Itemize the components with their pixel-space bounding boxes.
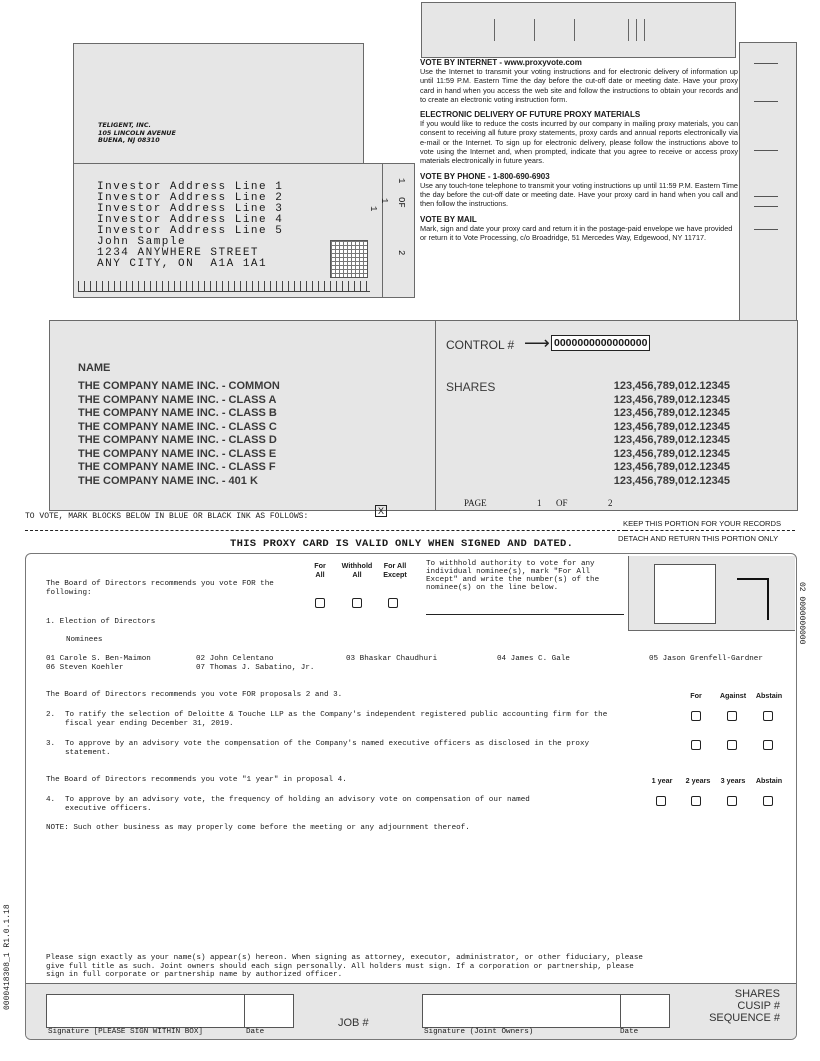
except-write-line — [426, 614, 624, 615]
address-line: Investor Address Line 5 — [97, 225, 284, 237]
account-box — [49, 320, 798, 511]
nominee-04: 04 James C. Gale — [497, 655, 570, 663]
barcode-bar — [644, 19, 645, 41]
keep-portion: KEEP THIS PORTION FOR YOUR RECORDS — [623, 519, 782, 528]
strip-tick — [754, 63, 778, 64]
sign-instruction: Please sign exactly as your name(s) appear(s) hereon. When signing as attorney, executor, administrator, or other fiduciary, please give full title as such. Joint owners should each sign personally. All holders must sign. If a corporation or partnership, please sign in full corporate or partnership name by authorized officer. — [46, 954, 643, 979]
address-line: Investor Address Line 3 — [97, 203, 284, 215]
share-value: 123,456,789,012.12345 — [613, 393, 730, 406]
postal-ruler — [78, 281, 370, 292]
return-address — [98, 122, 176, 145]
company-names — [78, 380, 280, 488]
mark-example: X — [377, 506, 384, 516]
nominee-03: 03 Bhaskar Chaudhuri — [346, 655, 438, 663]
detach-portion: DETACH AND RETURN THIS PORTION ONLY — [618, 534, 779, 543]
address-line: 1234 ANYWHERE STREET — [97, 247, 260, 259]
page-number: 1 — [537, 498, 542, 508]
address-line: Investor Address Line 1 — [97, 181, 284, 193]
nominee-07: 07 Thomas J. Sabatino, Jr. — [196, 664, 315, 672]
item-4-text: To approve by an advisory vote, the frequency of holding an advisory vote on compensation of our named executive officers. — [65, 796, 530, 813]
board-recommendation-1: The Board of Directors recommends you vote FOR the following: — [46, 580, 274, 597]
item-3-number: 3. — [46, 740, 56, 748]
barcode-bar — [574, 19, 575, 41]
footer-codes — [676, 988, 780, 1024]
mark-instruction: TO VOTE, MARK BLOCKS BELOW IN BLUE OR BLACK INK AS FOLLOWS: — [25, 512, 309, 521]
account-divider — [435, 321, 436, 510]
item-4-abstain-checkbox[interactable] — [763, 796, 773, 806]
barcode-bar — [628, 19, 629, 41]
item-2-abstain-checkbox[interactable] — [763, 711, 773, 721]
header-for: For — [690, 691, 702, 700]
corner-white-box — [654, 564, 716, 624]
side-code-right: 02 0000000000 — [797, 582, 806, 645]
date-joint-box[interactable] — [620, 994, 670, 1028]
share-value: 123,456,789,012.12345 — [613, 447, 730, 460]
form-code-left: 0000418308_1 R1.0.1.18 — [3, 904, 12, 1010]
side-page-of: OF — [396, 197, 406, 208]
vote-phone-body: Use any touch-tone telephone to transmit your voting instructions up until 11:59 P.M. Eastern Time the day before the cut-off date or meeting date. Have your proxy card in hand when you call and then follow the instructions. — [420, 180, 738, 209]
company-name: THE COMPANY NAME INC. - CLASS B — [78, 407, 277, 419]
arrow-icon: ⟶ — [524, 333, 550, 353]
board-recommendation-3: The Board of Directors recommends you vote "1 year" in proposal 4. — [46, 776, 347, 784]
barcode-bar — [494, 19, 495, 41]
ballot-corner-panel — [628, 556, 795, 631]
item-1-election: 1. Election of Directors — [46, 618, 156, 626]
electronic-delivery-body: If you would like to reduce the costs incurred by our company in mailing proxy materials, you can consent to receiving all future proxy statements, proxy cards and annual reports electronically via e-mail or the Internet. To sign up for electronic delivery, please follow the instructions above to vote using the Internet and, when prompted, indicate that you agree to receive or access proxy materials electronically in future years. — [420, 119, 738, 166]
withhold-instruction: To withhold authority to vote for any individual nominee(s), mark "For All Except" and write the number(s) of the nominee(s) on the line below. — [426, 560, 600, 592]
barcode-bar — [636, 19, 637, 41]
2d-barcode — [330, 240, 368, 278]
item-4-number: 4. — [46, 796, 56, 804]
company-name: THE COMPANY NAME INC. - 401 K — [78, 474, 258, 487]
share-value: 123,456,789,012.12345 — [613, 461, 730, 473]
strip-tick — [754, 206, 778, 207]
signature-joint-box[interactable] — [422, 994, 622, 1028]
header-against: Against — [719, 691, 747, 700]
share-values — [570, 380, 730, 488]
company-name: THE COMPANY NAME INC. - CLASS F — [78, 461, 276, 473]
vote-mail-heading: VOTE BY MAIL — [420, 214, 477, 224]
company-name: THE COMPANY NAME INC. - CLASS A — [78, 393, 277, 406]
footer-sequence: SEQUENCE # — [709, 1012, 780, 1024]
return-address-line: 105 LINCOLN AVENUE — [98, 128, 176, 137]
address-line: ANY CITY, ON A1A 1A1 — [97, 258, 268, 270]
detach-line-right — [625, 530, 795, 531]
item-3-for-checkbox[interactable] — [691, 740, 701, 750]
job-label: JOB # — [338, 1017, 369, 1029]
side-page-one: 1 — [368, 206, 378, 212]
signature-label: Signature [PLEASE SIGN WITHIN BOX] — [48, 1028, 203, 1036]
header-abstain-4: Abstain — [755, 776, 783, 785]
board-recommendation-2: The Board of Directors recommends you vote FOR proposals 2 and 3. — [46, 691, 343, 699]
item-3-text: To approve by an advisory vote the compensation of the Company's named executive officers as disclosed in the proxy statement. — [65, 740, 590, 757]
vote-phone-heading: VOTE BY PHONE - 1-800-690-6903 — [420, 171, 550, 181]
investor-address-box — [73, 163, 415, 298]
return-address-line: TELIGENT, INC. — [98, 121, 151, 129]
voting-instructions — [420, 58, 738, 248]
item-2-number: 2. — [46, 711, 56, 719]
signature-band — [26, 983, 796, 1040]
strip-tick — [754, 150, 778, 151]
signature-box[interactable] — [46, 994, 246, 1028]
footer-shares: SHARES — [734, 988, 780, 1000]
nominee-06: 06 Steven Koehler — [46, 664, 124, 672]
date-label: Date — [246, 1028, 265, 1036]
nominee-01: 01 Carole S. Ben-Maimon — [46, 655, 151, 663]
mark-example-box — [375, 505, 387, 517]
vote-internet-heading: VOTE BY INTERNET - www.proxyvote.com — [420, 58, 582, 67]
strip-tick — [754, 196, 778, 197]
company-name: THE COMPANY NAME INC. - COMMON — [78, 380, 280, 392]
item-2-against-checkbox[interactable] — [727, 711, 737, 721]
date-box[interactable] — [244, 994, 294, 1028]
nominees-label: Nominees — [66, 636, 103, 644]
page-total: 2 — [608, 498, 613, 508]
company-name: THE COMPANY NAME INC. - CLASS E — [78, 447, 277, 460]
for-all-checkbox[interactable] — [315, 598, 325, 608]
side-page-total: 2 — [396, 250, 406, 256]
strip-tick — [754, 229, 778, 230]
note-other-business: NOTE: Such other business as may properly come before the meeting or any adjournment thereof. — [46, 824, 470, 832]
signature-joint-label: Signature (Joint Owners) — [424, 1028, 534, 1036]
header-1-year: 1 year — [651, 776, 673, 785]
envelope-window — [73, 43, 364, 165]
page-of: OF — [556, 498, 568, 508]
return-address-line: BUENA, NJ 08310 — [98, 136, 160, 144]
nominee-02: 02 John Celentano — [196, 655, 274, 663]
company-name: THE COMPANY NAME INC. - CLASS D — [78, 434, 277, 446]
item-2-text: To ratify the selection of Deloitte & Touche LLP as the Company's independent registered public accounting firm for the fiscal year ending December 31, 2019. — [65, 711, 608, 728]
side-page-one-b: 1 — [379, 198, 389, 204]
side-page-number: 1 — [396, 178, 406, 184]
vote-internet-body: Use the Internet to transmit your voting instructions and for electronic delivery of information up until 11:59 P.M. Eastern Time the day before the cut-off date or meeting date. Have your proxy card in hand when you access the web site and follow the instructions to obtain your records and to create an electronic voting instruction form. — [420, 67, 738, 104]
date-joint-label: Date — [620, 1028, 639, 1036]
header-for-all: For All — [314, 561, 326, 579]
address-line: Investor Address Line 2 — [97, 192, 284, 204]
valid-notice: THIS PROXY CARD IS VALID ONLY WHEN SIGNED AND DATED. — [230, 538, 574, 550]
share-value: 123,456,789,012.12345 — [613, 420, 730, 433]
company-name: THE COMPANY NAME INC. - CLASS C — [78, 420, 277, 433]
investor-address — [97, 182, 283, 270]
shares-label: SHARES — [446, 380, 496, 394]
header-3-years: 3 years — [720, 776, 746, 785]
item-4-2-years-checkbox[interactable] — [691, 796, 701, 806]
vote-mail-body: Mark, sign and date your proxy card and return it in the postage-paid envelope we have provided or return it to Vote Processing, c/o Broadridge, 51 Mercedes Way, Edgewood, NY 11717. — [420, 223, 733, 242]
item-2-for-checkbox[interactable] — [691, 711, 701, 721]
item-4-3-years-checkbox[interactable] — [727, 796, 737, 806]
vertical-divider — [382, 164, 383, 297]
strip-tick — [754, 101, 778, 102]
electronic-delivery-heading: ELECTRONIC DELIVERY OF FUTURE PROXY MATERIALS — [420, 110, 641, 120]
barcode-bar — [534, 19, 535, 41]
for-all-except-checkbox[interactable] — [388, 598, 398, 608]
header-abstain: Abstain — [755, 691, 783, 700]
detach-line-left — [25, 530, 625, 531]
address-line: John Sample — [97, 236, 187, 248]
address-line: Investor Address Line 4 — [97, 214, 284, 226]
share-value: 123,456,789,012.12345 — [613, 407, 730, 419]
item-3-abstain-checkbox[interactable] — [763, 740, 773, 750]
share-value: 123,456,789,012.12345 — [613, 434, 730, 446]
header-2-years: 2 years — [685, 776, 711, 785]
control-label: CONTROL # — [446, 338, 515, 352]
page-label: PAGE — [464, 498, 487, 508]
withhold-all-checkbox[interactable] — [352, 598, 362, 608]
name-label: NAME — [78, 362, 111, 374]
item-4-1-year-checkbox[interactable] — [656, 796, 666, 806]
control-number: 0000000000000000 — [551, 335, 650, 351]
share-value: 123,456,789,012.12345 — [613, 380, 730, 392]
header-for-all-except: For All Except — [383, 561, 407, 579]
item-3-against-checkbox[interactable] — [727, 740, 737, 750]
nominee-05: 05 Jason Grenfell-Gardner — [649, 655, 763, 663]
corner-mark — [737, 578, 769, 620]
ballot-card — [25, 553, 797, 1040]
barcode-box — [421, 2, 736, 58]
share-value: 123,456,789,012.12345 — [613, 474, 730, 487]
header-withhold-all: Withhold All — [341, 561, 373, 579]
footer-cusip: CUSIP # — [737, 1000, 780, 1012]
side-strip — [739, 42, 797, 322]
